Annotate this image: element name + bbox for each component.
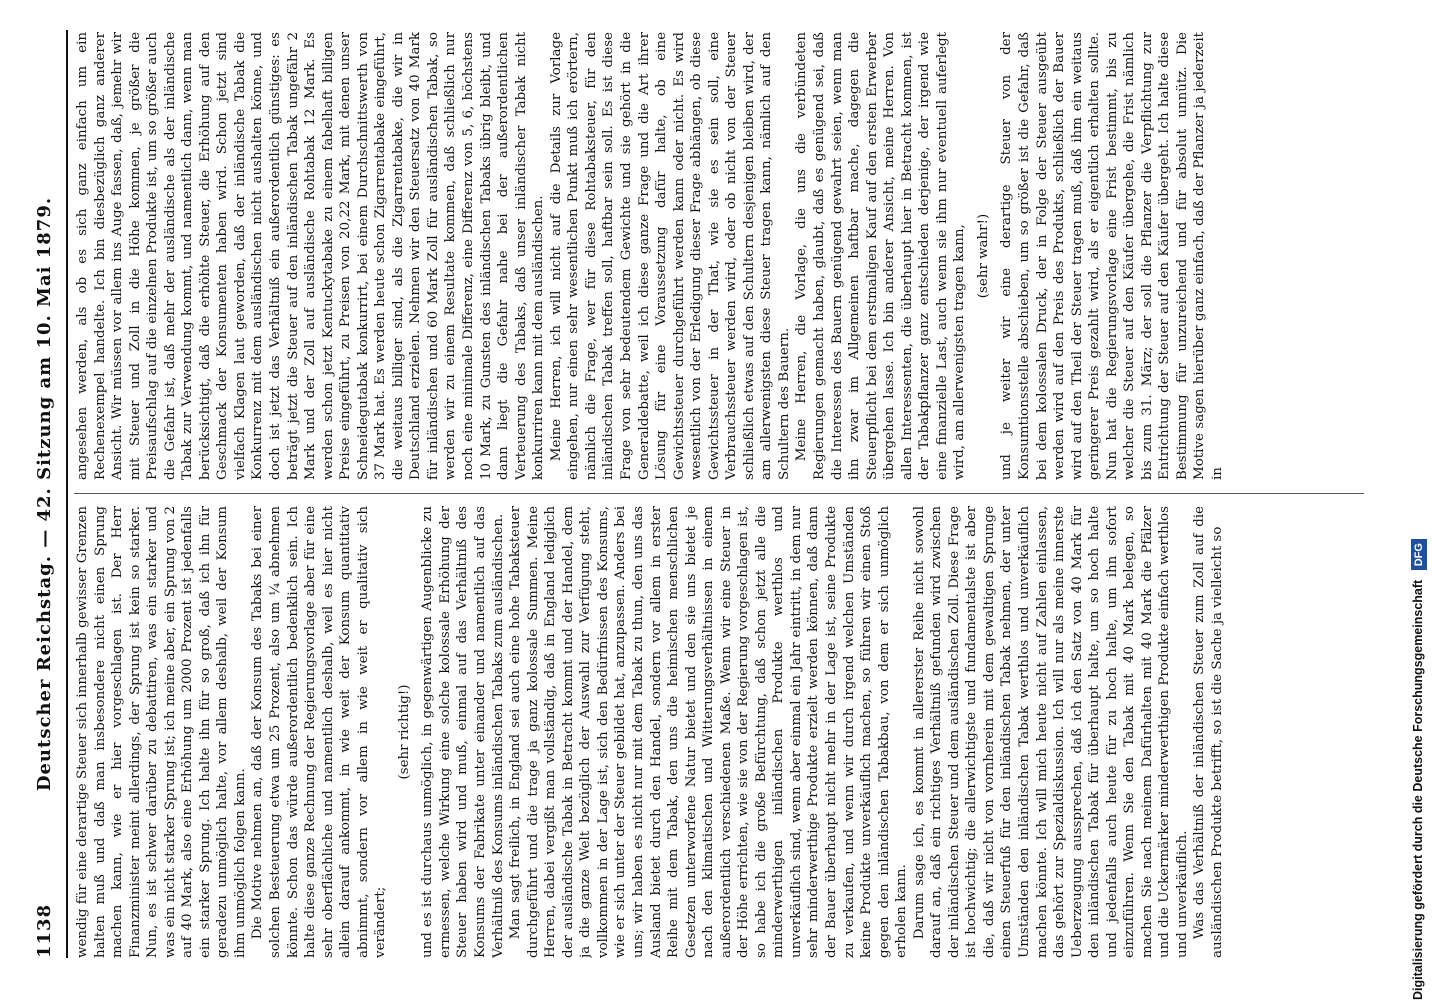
column-divider — [74, 493, 1364, 494]
digitization-footer — [1405, 20, 1431, 1000]
paragraph: wendig für eine derartige Steuer sich innerhalb gewisser Grenzen halten muß und daß man insbesondere nicht einen Sprung machen kann, wie er hier vorgeschlagen ist. Der Herr Finanzminister meint allerdings, der Sprung ist kein so starker. Nun, es ist schwer darüber zu debattiren, was ein starker und was ein nicht starker Sprung ist; ich meine aber, ein Sprung von 2 auf 40 Mark, also eine Erhöhung um 2000 Prozent ist jedenfalls ein starker Sprung. Ich halte ihn für so groß, daß ich ihn für geradezu unmöglich halte, vor allem deshalb, weil der Konsum ihm unmöglich folgen kann. — [75, 506, 248, 958]
interjection: (sehr richtig!) — [396, 684, 412, 780]
paragraph: und je weiter wir eine derartige Steuer von der Konsumtionsstelle abschieben, um so größer ist die Gefahr, daß bei dem kolossalen Druck, der in Folge der Steuer ausgeübt werden wird auf den Preis des Produkts, schließlich der Bauer wird auf den Theil der Steuer tragen muß, daß ihm ein weitaus geringerer Preis gezahlt wird, als er eigentlich erhalten sollte. Nun hat die Regierungsvorlage eine Frist bestimmt, bis zu welcher die Steuer auf den Käufer übergehe, die Frist nämlich bis zum 31. März; der soll die Pflanzer die Verpflichtung zur Entrichtung der Steuer auf den Käufer übergeht. Ich halte diese Bestimmung für unzureichend und für absolut unnütz. Die Motive sagen hierüber ganz einfach, daß der Pflanzer ja jederzeit in — [999, 32, 1225, 480]
running-title: Deutscher Reichstag. — 42. Sitzung am 10. Mai 1879. — [34, 196, 55, 792]
text-column-right — [74, 32, 1364, 480]
digitization-note: Digitalisierung gefördert durch die Deutsche Forschungsgemeinschaft — [1411, 579, 1425, 1000]
paragraph: Man sagt freilich, in England sei auch eine hohe Tabaksteuer durchgeführt und die trage ja ganz kolossale Summen. Meine Herren, dabei vergißt man vollständig, daß in England lediglich der ausländische Tabak in Betracht kommt und der Handel, dem ja die ganze Welt bezüglich der Auswahl zur Verfügung steht, vollkommen in der Lage ist, sich den Bedürfnissen des Konsums, wie er sich unter der Steuer gebildet hat, anzupassen. Anders bei uns; wir haben es nicht nur mit dem Tabak zu thun, den uns das Ausland bietet durch den Handel, sondern vor allem in erster Reihe mit dem Tabak, den uns die heimischen menschlichen Gesetzen unterworfene Natur bietet und den sie uns bietet je nach den klimatischen und Witterungsverhältnissen in einem außerordentlich verschiedenen Maße. Wenn wir eine Steuer in der Höhe errichten, wie sie von der Regierung vorgeschlagen ist, so habe ich die große Befürchtung, daß schon jetzt alle die minderwerthigen inländischen Produkte werthlos und unverkäuflich sind, wenn aber einmal ein Jahr eintritt, in dem nur sehr minderwerthige Produkte erzielt werden können, daß dann der Bauer überhaupt nicht mehr in der Lage ist, seine Produkte zu verkaufen, und wenn wir durch irgend welchen Umständen keine Produkte unverkäuflich machen, so führen wir einen Stoß gegen den inländischen Tabakbau, von dem er sich unmöglich erholen kann. — [508, 506, 910, 958]
paragraph: Was das Verhältniß der inländischen Steuer zum Zoll auf die ausländischen Produkte betrifft, so ist die Sache ja vielleicht so — [1192, 506, 1225, 958]
paragraph: angesehen werden, als ob es sich ganz einfach um ein Rechenexempel handelte. Ich bin diesbezüglich ganz anderer Ansicht. Wir müssen vor allem ins Auge fassen, daß, jemehr wir mit Steuer und Zoll in die Höhe kommen, je größer die Preisaufschlag auf die einzelnen Produkte ist, um so größer auch die Gefahr ist, daß mehr der ausländische als der inländische Tabak zur Verwendung kommt, und namentlich dann, wenn man berücksichtigt, daß die erhöhte Steuer, die Erhöhung auf den Geschmack der Konsumenten haben wird. Schon jetzt sind vielfach Klagen laut geworden, daß der inländische Tabak die Konkurrenz mit dem ausländischen nicht aushalten könne, und doch ist jetzt das Verhältniß ein außerordentlich günstiges: es beträgt jetzt die Steuer auf den inländischen Tabak ungefähr 2 Mark und der Zoll auf ausländische Rohtabak 12 Mark. Es werden schon jetzt Kentuckytabake zu einem fabelhaft billigen Preise eingeführt, zu Preisen von 20,22 Mark, mit denen unser Schneidegutabak konkurrirt, bei einem Durchschnittswerth von 37 Mark hat. Es werden heute schon Zigarrentabake eingeführt, die weitaus billiger sind, als die Zigarrentabake, die wir in Deutschland erzielen. Nehmen wir den Steuersatz von 40 Mark für inländischen und 60 Mark Zoll für ausländischen Tabak, so werden wir zu einem Resultate kommen, daß schließlich nur noch eine minimale Differenz, eine Differenz von 5, 6, höchstens 10 Mark, zu Gunsten des inländischen Tabaks übrig bleibt, und dann liegt die Gefahr nahe bei der außerordentlichen Verteuerung des Tabaks, daß unser inländischer Tabak nicht konkurriren kann mit dem ausländischen. — [75, 32, 547, 480]
paragraph: Die Motive nehmen an, daß der Konsum des Tabaks bei einer solchen Besteuerung etwa um 25 Prozent, also um ¼ abnehmen könnte. Schon das würde außerordentlich bedenklich sein. Ich halte diese ganze Rechnung der Regierungsvorlage aber für eine sehr oberflächliche und namentlich deshalb, weil es hier nicht allein darauf ankommt, in wie weit der Konsum quantitativ abnimmt, sondern vor allem in wie weit er qualitativ sich verändert; — [250, 506, 389, 958]
header-rule — [66, 30, 68, 958]
paragraph: Darum sage ich, es kommt in allererster Reihe nicht sowohl darauf an, daß ein richtiges Verhältniß gefunden wird zwischen der inländischen Steuer und dem ausländischen Zoll. Diese Frage ist hochwichtig; die allerwichtigste und fundamentalste ist aber die, daß wir nicht von vornherein mit dem gewaltigen Sprunge einen Steuerfuß für den inländischen Tabak nehmen, der unter Umständen den inländischen Tabak werthlos und unverkäuflich machen könnte. Ich will mich heute nicht auf Zahlen einlassen, das gehört zur Spezialdiskussion. Ich will nur als meine innerste Ueberzeugung aussprechen, daß ich den Satz von 40 Mark für den inländischen Tabak für überhaupt halte, um so hoch halte und jedenfalls auch heute für zu hoch halte, um ihn sofort einzuführen. Wenn Sie den Tabak mit 40 Mark belegen, so machen Sie nach meinem Dafürhalten mit 40 Mark die Pfälzer und die Uckermärker minderwerthigen Produkte einfach werthlos und unverkäuflich. — [911, 506, 1190, 958]
text-column-left — [74, 506, 1364, 958]
paragraph: Meine Herren, ich will nicht auf die Details zur Vorlage eingehen, nur einen sehr wesentlichen Punkt muß ich erörtern, nämlich die Frage, wer für diese Rohtabaksteuer, für den inländischen Tabak treffen soll, haftbar sein soll. Es ist diese Frage von sehr bedeutendem Gewichte und sie gehört in die Generaldebatte, weil ich diese ganze Frage und die Art ihrer Lösung für eine Voraussetzung dafür halte, ob eine Gewichtssteuer durchgeführt werden kann oder nicht. Es wird wesentlich von der Erledigung dieser Frage abhängen, ob diese Gewichtssteuer in der That, wie sie es sein soll, eine Verbrauchssteuer werden wird, oder ob nicht von der Steuer schließlich etwas auf den Schultern desjenigen bleiben wird, der am allerwenigsten diese Steuer tragen kann, nämlich auf den Schultern des Bauern. — [548, 32, 792, 480]
paragraph: und es ist durchaus unmöglich, in gegenwärtigen Augenblicke zu ermessen, welche Wirkung eine solche kolossale Erhöhung der Steuer haben wird und muß, einmal auf das Verhältniß des Konsums der Fabrikate unter einander und namentlich auf das Verhältniß des Konsums inländischen Tabaks zum ausländischen. — [420, 506, 506, 958]
paragraph: Meine Herren, die Vorlage, die uns die verbündeten Regierungen gemacht haben, glaubt, daß es genügend sei, daß die Interessen des Bauern genügend gewahrt seien, wenn man ihn zwar im Allgemeinen haftbar mache, dagegen die Steuerpflicht bei dem erstmaligen Kauf auf den ersten Erwerber übergehen lasse. Ich bin anderer Ansicht, meine Herren. Von allen Interessenten, die überhaupt hier in Betracht kommen, ist der Tabakpflanzer ganz entschieden derjenige, der irgend wie eine finanzielle Last, auch wenn sie ihm nur eventuell auferlegt wird, am allerwenigsten tragen kann, — [794, 32, 968, 480]
page-number: 1138 — [34, 903, 55, 958]
page-header — [34, 30, 62, 958]
interjection: (sehr wahr!) — [975, 213, 991, 299]
dfg-logo: DFG — [1411, 539, 1427, 570]
